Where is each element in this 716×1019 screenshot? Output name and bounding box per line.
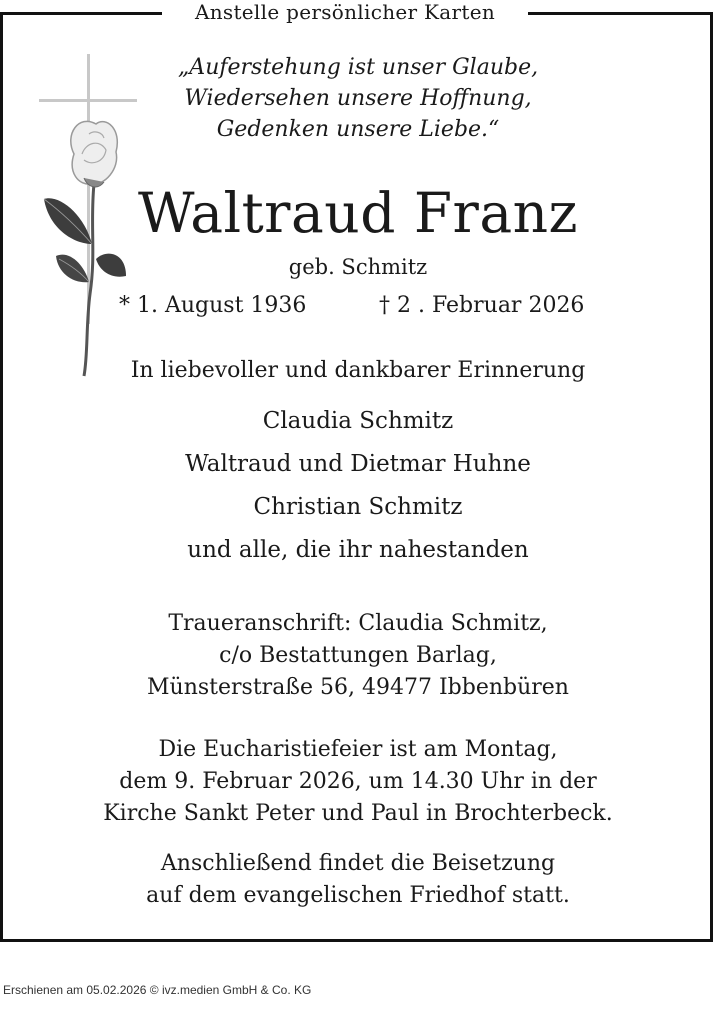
birth-date: * 1. August 1936: [119, 293, 307, 318]
address-line: Traueranschrift: Claudia Schmitz,: [168, 611, 548, 636]
frame-top-left-rule: [0, 12, 162, 15]
frame-top-right-rule: [528, 12, 713, 15]
deceased-name: Waltraud Franz: [137, 181, 579, 245]
service-line: dem 9. Februar 2026, um 14.30 Uhr in der: [119, 769, 597, 794]
mourner-name: und alle, die ihr nahestanden: [187, 537, 529, 563]
address-line: Münsterstraße 56, 49477 Ibbenbüren: [147, 675, 569, 700]
mourner-name: Claudia Schmitz: [262, 408, 454, 434]
address-line: c/o Bestattungen Barlag,: [219, 643, 497, 668]
burial-line: auf dem evangelischen Friedhof statt.: [146, 883, 570, 908]
mourning-address: [0, 608, 716, 704]
mourner-name: Waltraud und Dietmar Huhne: [185, 451, 531, 477]
publication-footer: Erschienen am 05.02.2026 © ivz.medien GmbH & Co. KG: [3, 983, 312, 997]
burial-info: [0, 848, 716, 912]
mourner-name: Christian Schmitz: [253, 494, 463, 520]
remembrance-intro: In liebevoller und dankbarer Erinnerung: [130, 358, 586, 383]
quote-line: Gedenken unsere Liebe.“: [216, 117, 500, 142]
service-info: [0, 734, 716, 830]
death-date: † 2 . Februar 2026: [379, 293, 585, 318]
quote-line: Wiedersehen unsere Hoffnung,: [184, 86, 532, 111]
birth-name: geb. Schmitz: [288, 255, 428, 279]
mourners-list: [0, 400, 716, 572]
service-line: Kirche Sankt Peter und Paul in Brochterbeck.: [103, 801, 613, 826]
notice-header: Anstelle persönlicher Karten: [194, 0, 496, 24]
quote-line: „Auferstehung ist unser Glaube,: [177, 55, 539, 80]
burial-line: Anschließend findet die Beisetzung: [160, 851, 556, 876]
memorial-quote: [0, 52, 716, 145]
service-line: Die Eucharistiefeier ist am Montag,: [158, 737, 558, 762]
